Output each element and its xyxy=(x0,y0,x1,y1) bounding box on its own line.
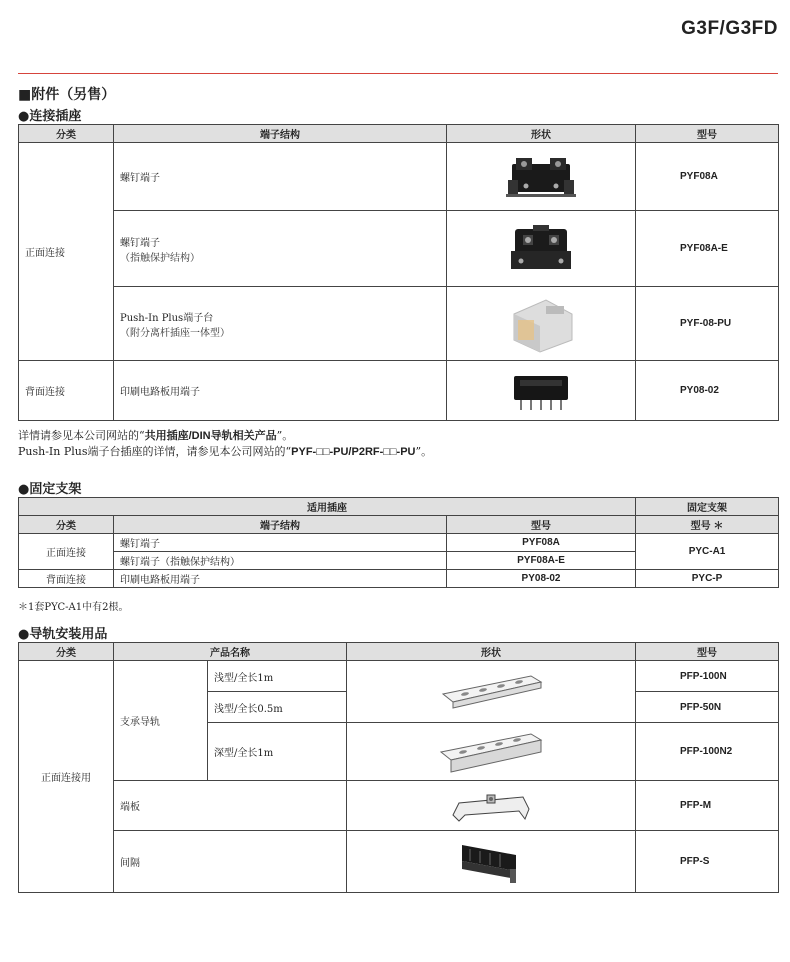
model-value: PY08-02 xyxy=(447,570,636,588)
model-value: PFP-100N2 xyxy=(636,723,779,781)
col-structure: 端子结构 xyxy=(114,516,447,534)
socket-finger-safe-image xyxy=(509,221,573,277)
rail-table xyxy=(18,642,779,893)
table-row xyxy=(19,534,779,552)
table-row xyxy=(19,211,779,287)
category-front: 正面连接 xyxy=(19,534,114,570)
socket-notes xyxy=(18,428,432,460)
sockets-heading: ●连接插座 xyxy=(18,109,82,124)
col-shape: 形状 xyxy=(447,125,636,143)
product-name: 浅型/全长1m xyxy=(208,661,347,692)
col-category: 分类 xyxy=(19,516,114,534)
socket-push-in-image xyxy=(506,294,576,354)
category-front: 正面连接 xyxy=(19,143,114,361)
socket-screw-image xyxy=(506,154,576,200)
note-link-text: PYF-□□-PU/P2RF-□□-PU xyxy=(291,446,416,458)
structure-label: Push-In Plus端子台 xyxy=(120,312,214,324)
table-row xyxy=(19,570,779,588)
model-value: PYF08A-E xyxy=(447,552,636,570)
structure-label: 螺钉端子 xyxy=(120,173,160,184)
bracket-table xyxy=(18,497,779,588)
col-category: 分类 xyxy=(19,125,114,143)
end-plate-image xyxy=(449,789,533,823)
product-name: 端板 xyxy=(114,781,347,831)
col-bracket-model: 型号 ＊ xyxy=(636,516,779,534)
socket-table xyxy=(18,124,779,421)
group-applicable-socket: 适用插座 xyxy=(19,498,636,516)
structure-label: 螺钉端子 xyxy=(120,237,160,249)
product-name: 浅型/全长0.5m xyxy=(208,692,347,723)
structure-label: 螺钉端子 xyxy=(114,534,447,552)
col-shape: 形状 xyxy=(347,643,636,661)
model-value: PFP-S xyxy=(636,831,779,893)
note-text: ”。 xyxy=(276,429,294,442)
product-name: 间隔 xyxy=(114,831,347,893)
model-value: PFP-50N xyxy=(636,692,779,723)
title-divider xyxy=(18,73,778,74)
rail-category: 正面连接用 xyxy=(19,661,114,893)
model-value: PY08-02 xyxy=(636,361,779,421)
col-model: 型号 xyxy=(636,643,779,661)
structure-label: 印刷电路板用端子 xyxy=(120,387,200,398)
support-rail-label: 支承导轨 xyxy=(114,661,208,781)
col-structure: 端子结构 xyxy=(114,125,447,143)
col-model: 型号 xyxy=(447,516,636,534)
model-value: PYF08A xyxy=(447,534,636,552)
table-row xyxy=(19,361,779,421)
bracket-model-front: PYC-A1 xyxy=(636,534,779,570)
structure-sublabel: （指触保护结构） xyxy=(120,252,200,264)
structure-label: 螺钉端子（指触保护结构） xyxy=(114,552,447,570)
col-product-name: 产品名称 xyxy=(114,643,347,661)
model-value: PYF08A-E xyxy=(636,211,779,287)
category-back: 背面连接 xyxy=(19,570,114,588)
product-name: 深型/全长1m xyxy=(208,723,347,781)
category-back: 背面连接 xyxy=(19,361,114,421)
model-value: PYF08A xyxy=(636,143,779,211)
bracket-heading: ●固定支架 xyxy=(18,482,82,497)
note-link-text: 共用插座/DIN导轨相关产品 xyxy=(144,430,277,442)
structure-sublabel: （附分离杆插座一体型） xyxy=(120,327,230,339)
model-value: PFP-100N xyxy=(636,661,779,692)
rail-heading: ●导轨安装用品 xyxy=(18,627,108,642)
col-model: 型号 xyxy=(636,125,779,143)
note-text: Push-In Plus端子台插座的详情，请参见本公司网站的“ xyxy=(18,445,292,458)
spacer-image xyxy=(456,839,526,885)
col-category: 分类 xyxy=(19,643,114,661)
page-title: G3F/G3FD xyxy=(681,18,778,39)
bracket-footnote: ＊1套PYC-A1中有2根。 xyxy=(18,602,129,613)
table-row xyxy=(19,831,779,893)
section-title: ■附件（另售） xyxy=(18,87,116,103)
bracket-model-back: PYC-P xyxy=(636,570,779,588)
model-value: PYF-08-PU xyxy=(636,287,779,361)
table-row xyxy=(19,143,779,211)
model-value: PFP-M xyxy=(636,781,779,831)
group-bracket: 固定支架 xyxy=(636,498,779,516)
rail-deep-image xyxy=(437,730,545,774)
table-row xyxy=(19,781,779,831)
note-text: ”。 xyxy=(415,445,433,458)
socket-pcb-image xyxy=(510,370,572,412)
structure-label: 印刷电路板用端子 xyxy=(114,570,447,588)
note-text: 详情请参见本公司网站的“ xyxy=(18,429,145,442)
table-row xyxy=(19,661,779,692)
rail-shallow-image xyxy=(439,672,543,712)
table-row xyxy=(19,287,779,361)
